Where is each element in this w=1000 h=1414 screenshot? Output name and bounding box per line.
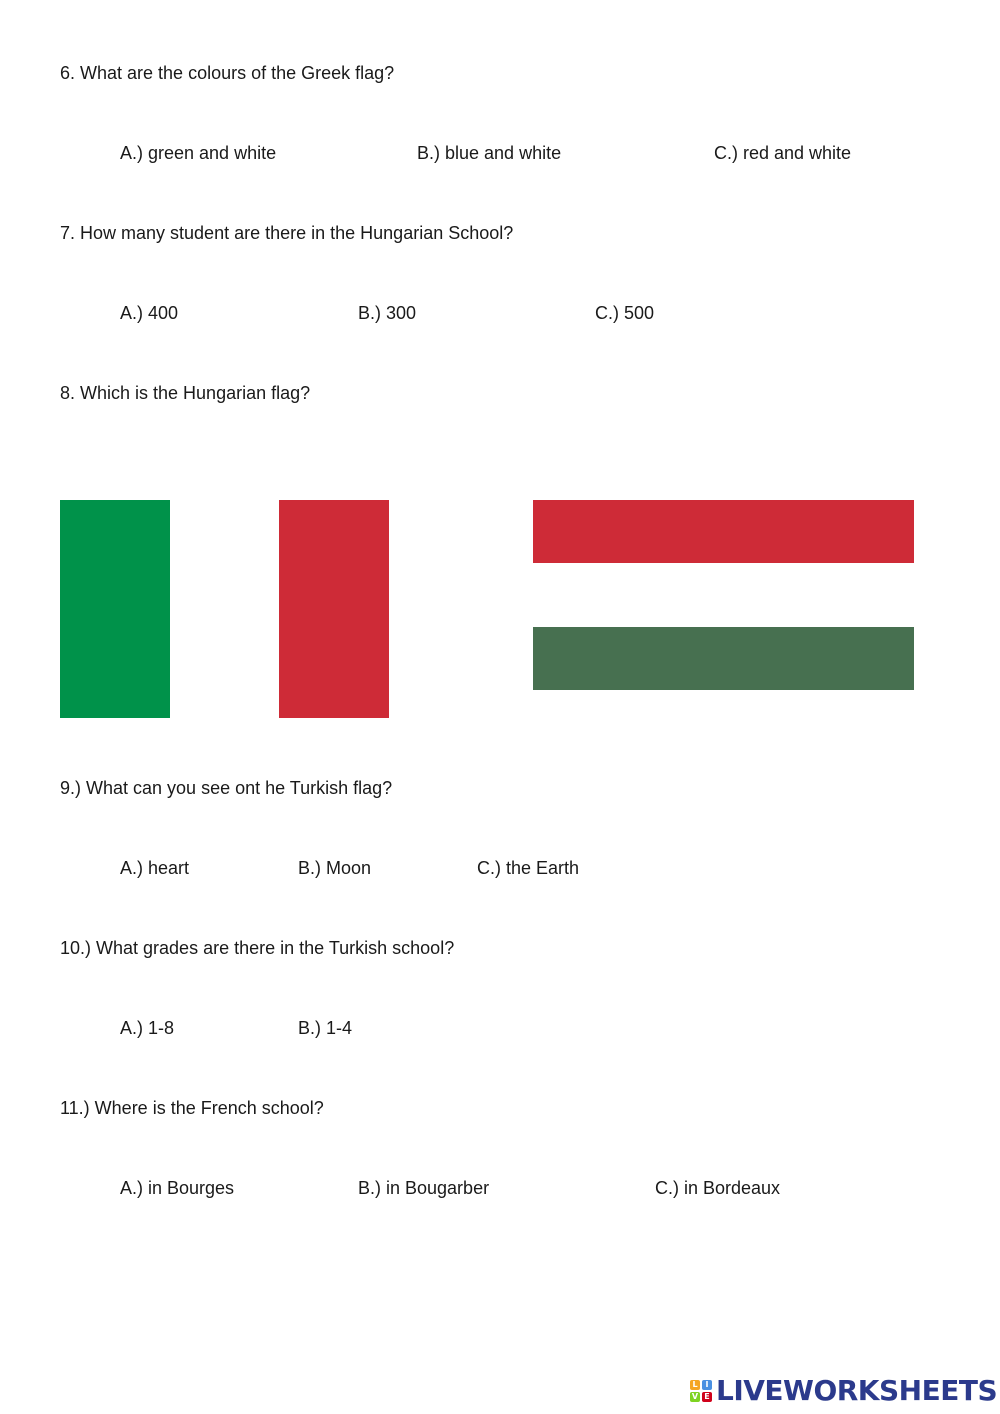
logo-mark-tile: L bbox=[690, 1380, 700, 1390]
q9-option-a[interactable]: A.) heart bbox=[120, 858, 190, 878]
flag-stripe-bottom bbox=[533, 627, 914, 690]
question-7: 7. How many student are there in the Hungarian School? bbox=[60, 223, 514, 243]
q7-option-c[interactable]: C.) 500 bbox=[595, 303, 655, 323]
q6-option-a[interactable]: A.) green and white bbox=[120, 143, 277, 163]
logo-mark-icon bbox=[690, 1380, 712, 1402]
q10-option-b[interactable]: B.) 1-4 bbox=[298, 1018, 353, 1038]
flag-option-vertical-tricolour[interactable] bbox=[60, 500, 389, 718]
q11-option-b[interactable]: B.) in Bougarber bbox=[358, 1178, 490, 1198]
question-8: 8. Which is the Hungarian flag? bbox=[60, 383, 311, 403]
flag-option-horizontal-tricolour[interactable] bbox=[533, 500, 914, 690]
logo-mark-tile: E bbox=[702, 1392, 712, 1402]
flag-stripe-middle bbox=[170, 500, 279, 718]
flag-stripe-center bbox=[533, 563, 914, 627]
q7-option-a[interactable]: A.) 400 bbox=[120, 303, 179, 323]
logo-mark-tile: V bbox=[691, 1392, 699, 1401]
q11-option-c[interactable]: C.) in Bordeaux bbox=[655, 1178, 781, 1198]
q7-option-b[interactable]: B.) 300 bbox=[358, 303, 417, 323]
question-9: 9.) What can you see ont he Turkish flag? bbox=[60, 778, 393, 798]
flag-stripe-right bbox=[279, 500, 389, 718]
q10-option-a[interactable]: A.) 1-8 bbox=[120, 1018, 175, 1038]
question-11: 11.) Where is the French school? bbox=[60, 1098, 324, 1118]
q11-option-a[interactable]: A.) in Bourges bbox=[120, 1178, 235, 1198]
logo-mark-tile: I bbox=[702, 1380, 712, 1390]
q6-option-c[interactable]: C.) red and white bbox=[714, 143, 852, 163]
q9-option-b[interactable]: B.) Moon bbox=[298, 858, 372, 878]
flag-stripe-left bbox=[60, 500, 170, 718]
liveworksheets-logo bbox=[690, 1371, 997, 1411]
logo-wordmark: LIVEWORKSHEETS bbox=[716, 1374, 998, 1407]
question-6: 6. What are the colours of the Greek flag? bbox=[60, 63, 395, 83]
q6-option-b[interactable]: B.) blue and white bbox=[417, 143, 562, 163]
q9-option-c[interactable]: C.) the Earth bbox=[477, 858, 580, 878]
question-10: 10.) What grades are there in the Turkish school? bbox=[60, 938, 455, 958]
flag-stripe-top bbox=[533, 500, 914, 563]
